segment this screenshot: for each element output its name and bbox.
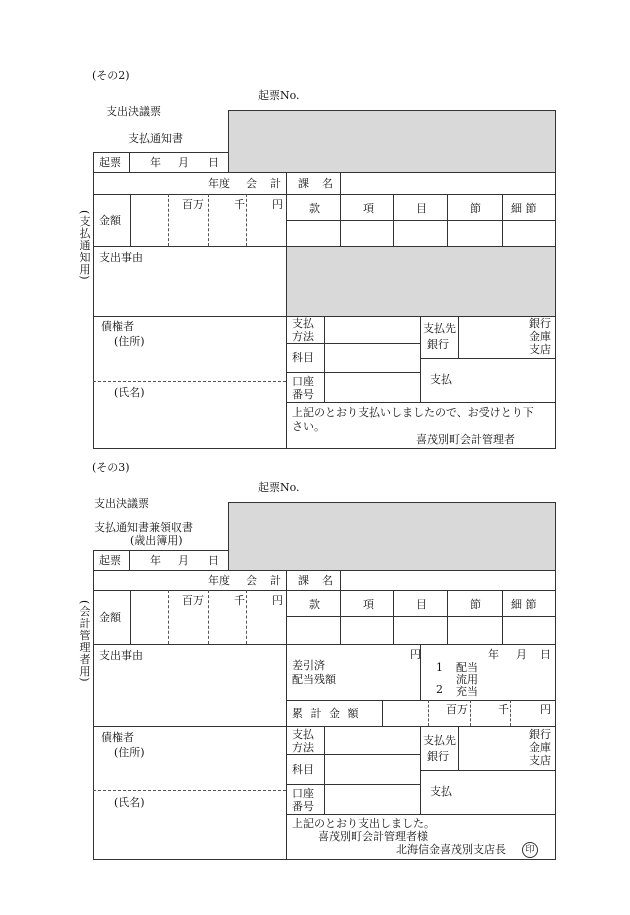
side-label: (支払通知用) [78,210,91,281]
sashihiki-yen: 円 [410,648,421,661]
ruikei-yen: 円 [540,703,551,716]
date2-day: 日 [540,648,551,661]
date2-month: 月 [516,648,527,661]
nendo-label: 年度 [208,177,230,190]
address-label: (住所) [114,335,145,348]
ka-label: 課 [298,177,309,190]
col-kan: 款 [309,202,320,215]
reason-label: 支出事由 [99,251,143,264]
date2-year: 年 [488,648,499,661]
bank-type-2: 金庫 [529,741,551,754]
form-title: 支出決議票 [106,105,161,118]
mei-label: 名 [322,177,333,190]
creditor-label: 債権者 [101,320,134,333]
name-label: (氏名) [114,386,145,399]
account-label-1: 口座 [292,375,314,388]
form-subtitle-2: (歳出簿用) [130,534,183,547]
reason-label: 支出事由 [99,649,143,662]
address-label: (住所) [114,746,145,759]
notice-line-3: 北海信金喜茂別支店長 [396,843,506,856]
section-label: (その3) [92,461,130,474]
option-ryuuyou: 流用 [456,673,478,686]
signer: 喜茂別町会計管理者 [416,433,515,446]
kamoku-label: 科目 [292,763,314,776]
ruikei-thousand: 千 [498,703,509,716]
col-moku: 目 [416,202,427,215]
unit-thousand: 千 [234,198,245,211]
account-label-1: 口座 [292,787,314,800]
date-month: 月 [178,554,189,567]
ruikei-label: 累 計 金 額 [292,707,361,720]
pay-dest-label-2: 銀行 [427,750,449,763]
account-label-2: 番号 [292,800,314,813]
shaded-area-border [228,110,556,173]
sashihiki-label-2: 配当残額 [292,673,336,686]
pay-method-label-1: 支払 [292,317,314,330]
col-moku: 目 [416,598,427,611]
amount-label: 金額 [99,214,121,227]
unit-yen: 円 [272,594,283,607]
kei-label: 計 [270,574,281,587]
col-setsu: 節 [470,202,481,215]
date-year: 年 [150,156,161,169]
bank-type-3: 支店 [529,754,551,767]
col-saisetsu: 細 節 [511,598,537,611]
col-kan: 款 [309,598,320,611]
creditor-label: 債権者 [101,731,134,744]
unit-thousand: 千 [234,594,245,607]
kai-label: 会 [246,574,257,587]
date-day: 日 [208,554,219,567]
bank-type-1: 銀行 [529,728,551,741]
seal-stamp: 印 [522,842,538,858]
shiharai-label: 支払 [430,785,452,798]
bank-type-3: 支店 [529,343,551,356]
ka-label: 課 [298,574,309,587]
pay-dest-label-1: 支払先 [423,322,456,335]
option-juutou: 充当 [456,685,478,698]
unit-million: 百万 [182,198,204,211]
pay-method-label-2: 方法 [292,741,314,754]
slip-number-label: 起票No. [258,481,300,494]
unit-yen: 円 [272,198,283,211]
kei-label: 計 [270,177,281,190]
date-day: 日 [208,156,219,169]
kamoku-label: 科目 [292,351,314,364]
section-label: (その2) [92,69,130,82]
shiharai-label: 支払 [430,373,452,386]
form-subtitle: 支払通知書兼領収書 [94,521,193,534]
option-haitou: 配当 [456,661,478,674]
form-subtitle: 支払通知書 [128,132,183,145]
notice-line-2: さい。 [292,420,325,433]
bank-type-1: 銀行 [529,317,551,330]
ruikei-million: 百万 [446,703,468,716]
option-2-number: 2 [436,683,443,696]
sashihiki-label-1: 差引済 [292,659,325,672]
option-1-number: 1 [436,661,443,674]
mei-label: 名 [322,574,333,587]
kai-label: 会 [246,177,257,190]
side-label: (会計管理者用) [78,600,91,683]
shaded-reason [287,247,555,316]
shaded-area-border [228,502,556,571]
notice-line-1: 上記のとおり支払いしましたので、お受けとり下 [292,406,534,419]
date-year: 年 [150,554,161,567]
pay-dest-label-2: 銀行 [427,338,449,351]
col-kou: 項 [363,202,374,215]
pay-dest-label-1: 支払先 [423,734,456,747]
col-kou: 項 [363,598,374,611]
form-title: 支出決議票 [94,497,149,510]
pay-method-label-1: 支払 [292,728,314,741]
name-label: (氏名) [114,796,145,809]
col-saisetsu: 細 節 [511,202,537,215]
notice-line-2: 喜茂別町会計管理者様 [318,830,428,843]
account-label-2: 番号 [292,388,314,401]
unit-million: 百万 [182,594,204,607]
kihyo-label: 起票 [99,156,121,169]
amount-label: 金額 [99,611,121,624]
slip-number-label: 起票No. [258,89,300,102]
date-month: 月 [178,156,189,169]
kihyo-label: 起票 [99,554,121,567]
nendo-label: 年度 [208,574,230,587]
bank-type-2: 金庫 [529,330,551,343]
notice-line-1: 上記のとおり支出しました。 [292,817,435,830]
pay-method-label-2: 方法 [292,330,314,343]
col-setsu: 節 [470,598,481,611]
